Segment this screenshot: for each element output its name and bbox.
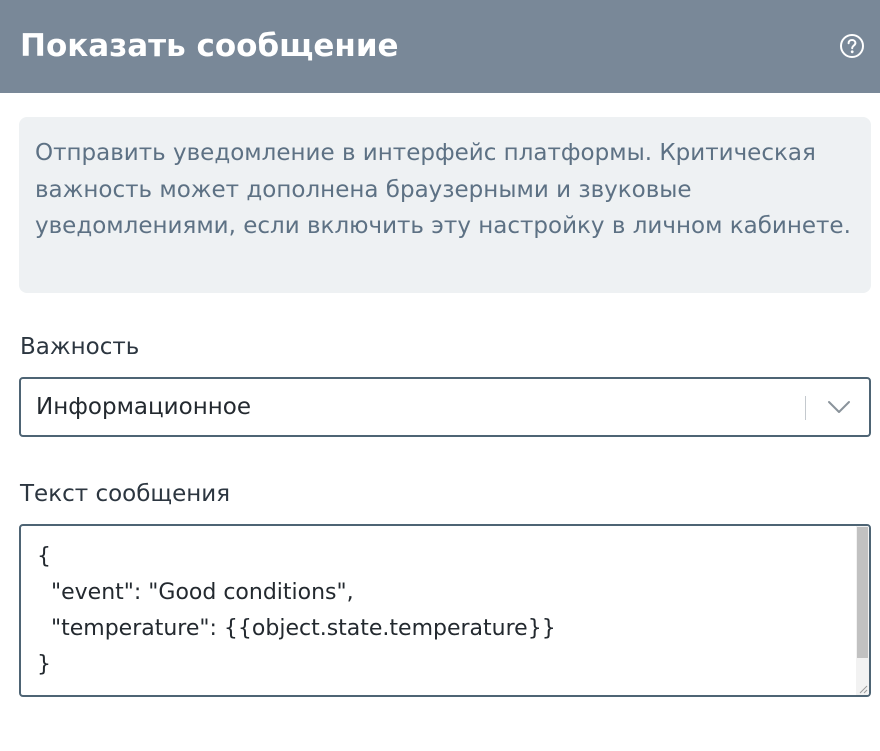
scrollbar-thumb[interactable] [857, 527, 868, 658]
dialog-title: Показать сообщение [20, 28, 399, 64]
importance-selected-value: Информационное [36, 394, 251, 420]
message-textarea[interactable] [19, 524, 871, 697]
dialog-header [0, 0, 880, 93]
resize-handle-icon[interactable] [857, 683, 868, 694]
message-text: { "event": "Good conditions", "temperature": {{object.state.temperature}} } [37, 544, 556, 677]
importance-label: Важность [20, 334, 140, 360]
importance-select[interactable] [19, 377, 871, 437]
select-separator [805, 396, 806, 420]
info-text: Отправить уведомление в интерфейс платформы. Критическая важность может дополнена браузерными и звуковые уведомлениями, если включить эту настройку в личном кабинете. [35, 140, 851, 239]
chevron-down-icon[interactable] [826, 394, 852, 420]
info-panel [19, 117, 871, 293]
question-circle-icon[interactable] [839, 33, 865, 59]
message-label: Текст сообщения [20, 481, 231, 507]
scrollbar-track[interactable] [856, 526, 869, 695]
